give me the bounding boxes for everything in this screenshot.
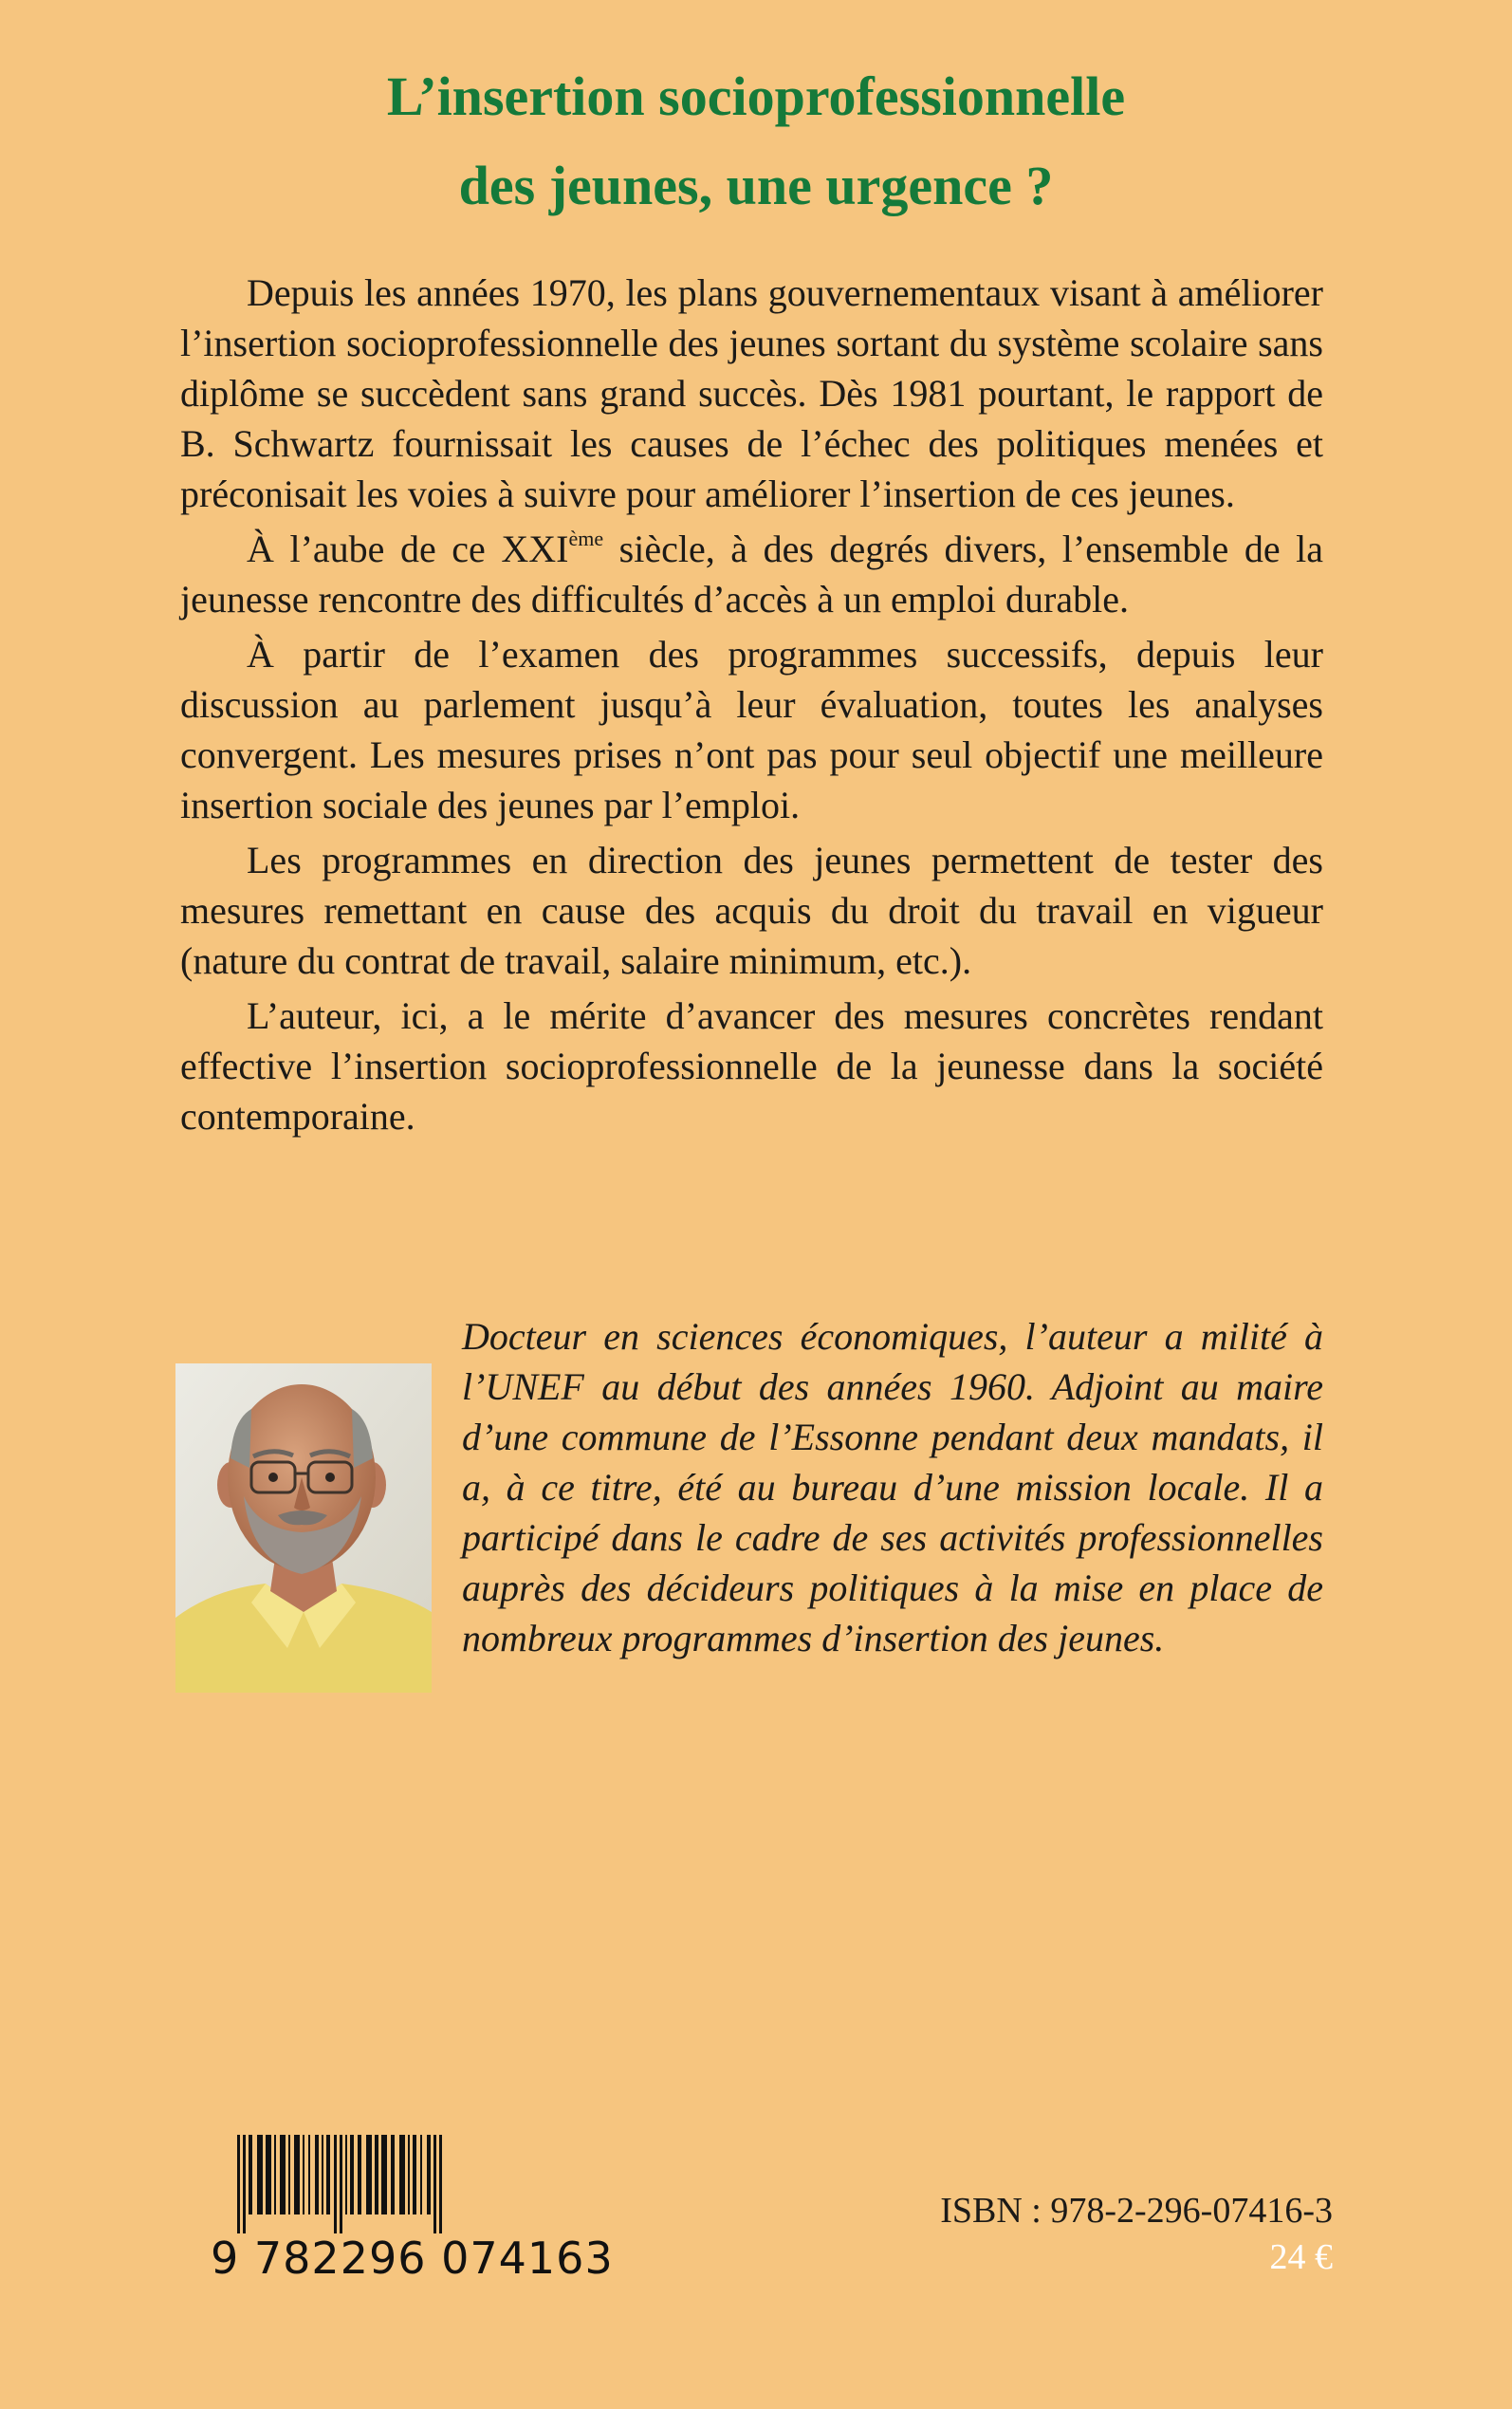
- barcode-bar: [413, 2135, 416, 2214]
- summary-paragraph-5: L’auteur, ici, a le mérite d’avancer des mesures concrètes rendant effective l’insertion socioprofessionnelle de la jeunesse dans la société contemporaine.: [180, 994, 1323, 1138]
- barcode-bar: [391, 2135, 395, 2214]
- barcode-bar: [433, 2135, 436, 2233]
- barcode-bar: [358, 2135, 361, 2214]
- barcode-bar: [266, 2135, 271, 2214]
- barcode-bar: [381, 2135, 387, 2214]
- barcode-bar: [257, 2135, 263, 2214]
- barcode-bar: [408, 2135, 410, 2214]
- barcode-bar: [274, 2135, 276, 2214]
- barcode-bar: [322, 2135, 323, 2214]
- barcode-bar: [288, 2135, 290, 2214]
- summary-paragraph-2-start: À l’aube de ce XXI: [247, 528, 569, 570]
- barcode-bar: [249, 2135, 252, 2214]
- barcode-bar: [303, 2135, 304, 2214]
- barcode-digits: 9 782296 074163: [211, 2233, 614, 2284]
- summary-paragraph-3: À partir de l’examen des programmes successifs, depuis leur discussion au parlement jusqu’à leur évaluation, toutes les analyses convergent. Les mesures prises n’ont pas pour seul objectif une meilleure insertion sociale des jeunes par l’emploi.: [180, 633, 1323, 826]
- barcode-bar: [308, 2135, 310, 2214]
- barcode-bar: [280, 2135, 286, 2214]
- book-title: [0, 52, 1512, 231]
- summary-paragraph-2-end: siècle, à des degrés divers, l’ensemble de la jeunesse rencontre des difficultés d’accès à un emploi durable.: [180, 528, 1324, 621]
- isbn: ISBN : 978-2-296-07416-3: [940, 2191, 1333, 2231]
- title-line-2: des jeunes, une urgence ?: [458, 155, 1054, 216]
- author-photo: [175, 1363, 432, 1693]
- summary-paragraph-4: Les programmes en direction des jeunes permettent de tester des mesures remettant en cause des acquis du droit du travail en vigueur (nature du contrat de travail, salaire minimum, etc.).: [180, 839, 1323, 982]
- barcode-bar: [439, 2135, 442, 2233]
- summary-paragraph-2: [180, 524, 1323, 624]
- barcode-bar: [326, 2135, 330, 2214]
- back-cover-summary: [180, 268, 1323, 1141]
- barcode-bar: [334, 2135, 337, 2233]
- barcode-bar: [366, 2135, 372, 2214]
- barcode-bar: [375, 2135, 378, 2214]
- price: 24 €: [1269, 2237, 1333, 2277]
- barcode-bar: [315, 2135, 319, 2214]
- barcode-bar: [399, 2135, 405, 2214]
- barcode-bar: [420, 2135, 422, 2214]
- ordinal-superscript: ème: [568, 527, 604, 550]
- barcode-bar: [237, 2135, 240, 2233]
- barcode-bar: [340, 2135, 342, 2233]
- barcode-bar: [345, 2135, 347, 2214]
- title-line-1: L’insertion socioprofessionnelle: [386, 65, 1126, 127]
- author-biography: Docteur en sciences économiques, l’auteur a milité à l’UNEF au début des années 1960. Adjoint au maire d’une commune de l’Essonne pendant deux mandats, il a, à ce titre, été au bureau d’une mission locale. Il a participé dans le cadre de ses activités professionnelles auprès des décideurs politiques à la mise en place de nombreux programmes d’insertion des jeunes.: [462, 1315, 1323, 1659]
- barcode-bar: [294, 2135, 300, 2214]
- barcode-bars: [211, 2135, 558, 2233]
- barcode-bar: [350, 2135, 354, 2214]
- barcode-bar: [243, 2135, 246, 2233]
- summary-paragraph-1: Depuis les années 1970, les plans gouvernementaux visant à améliorer l’insertion socioprofessionnelle des jeunes sortant du système scolaire sans diplôme se succèdent sans grand succès. Dès 1981 pourtant, le rapport de B. Schwartz fournissait les causes de l’échec des politiques menées et préconisait les voies à suivre pour améliorer l’insertion de ces jeunes.: [180, 271, 1323, 515]
- barcode-bar: [427, 2135, 431, 2214]
